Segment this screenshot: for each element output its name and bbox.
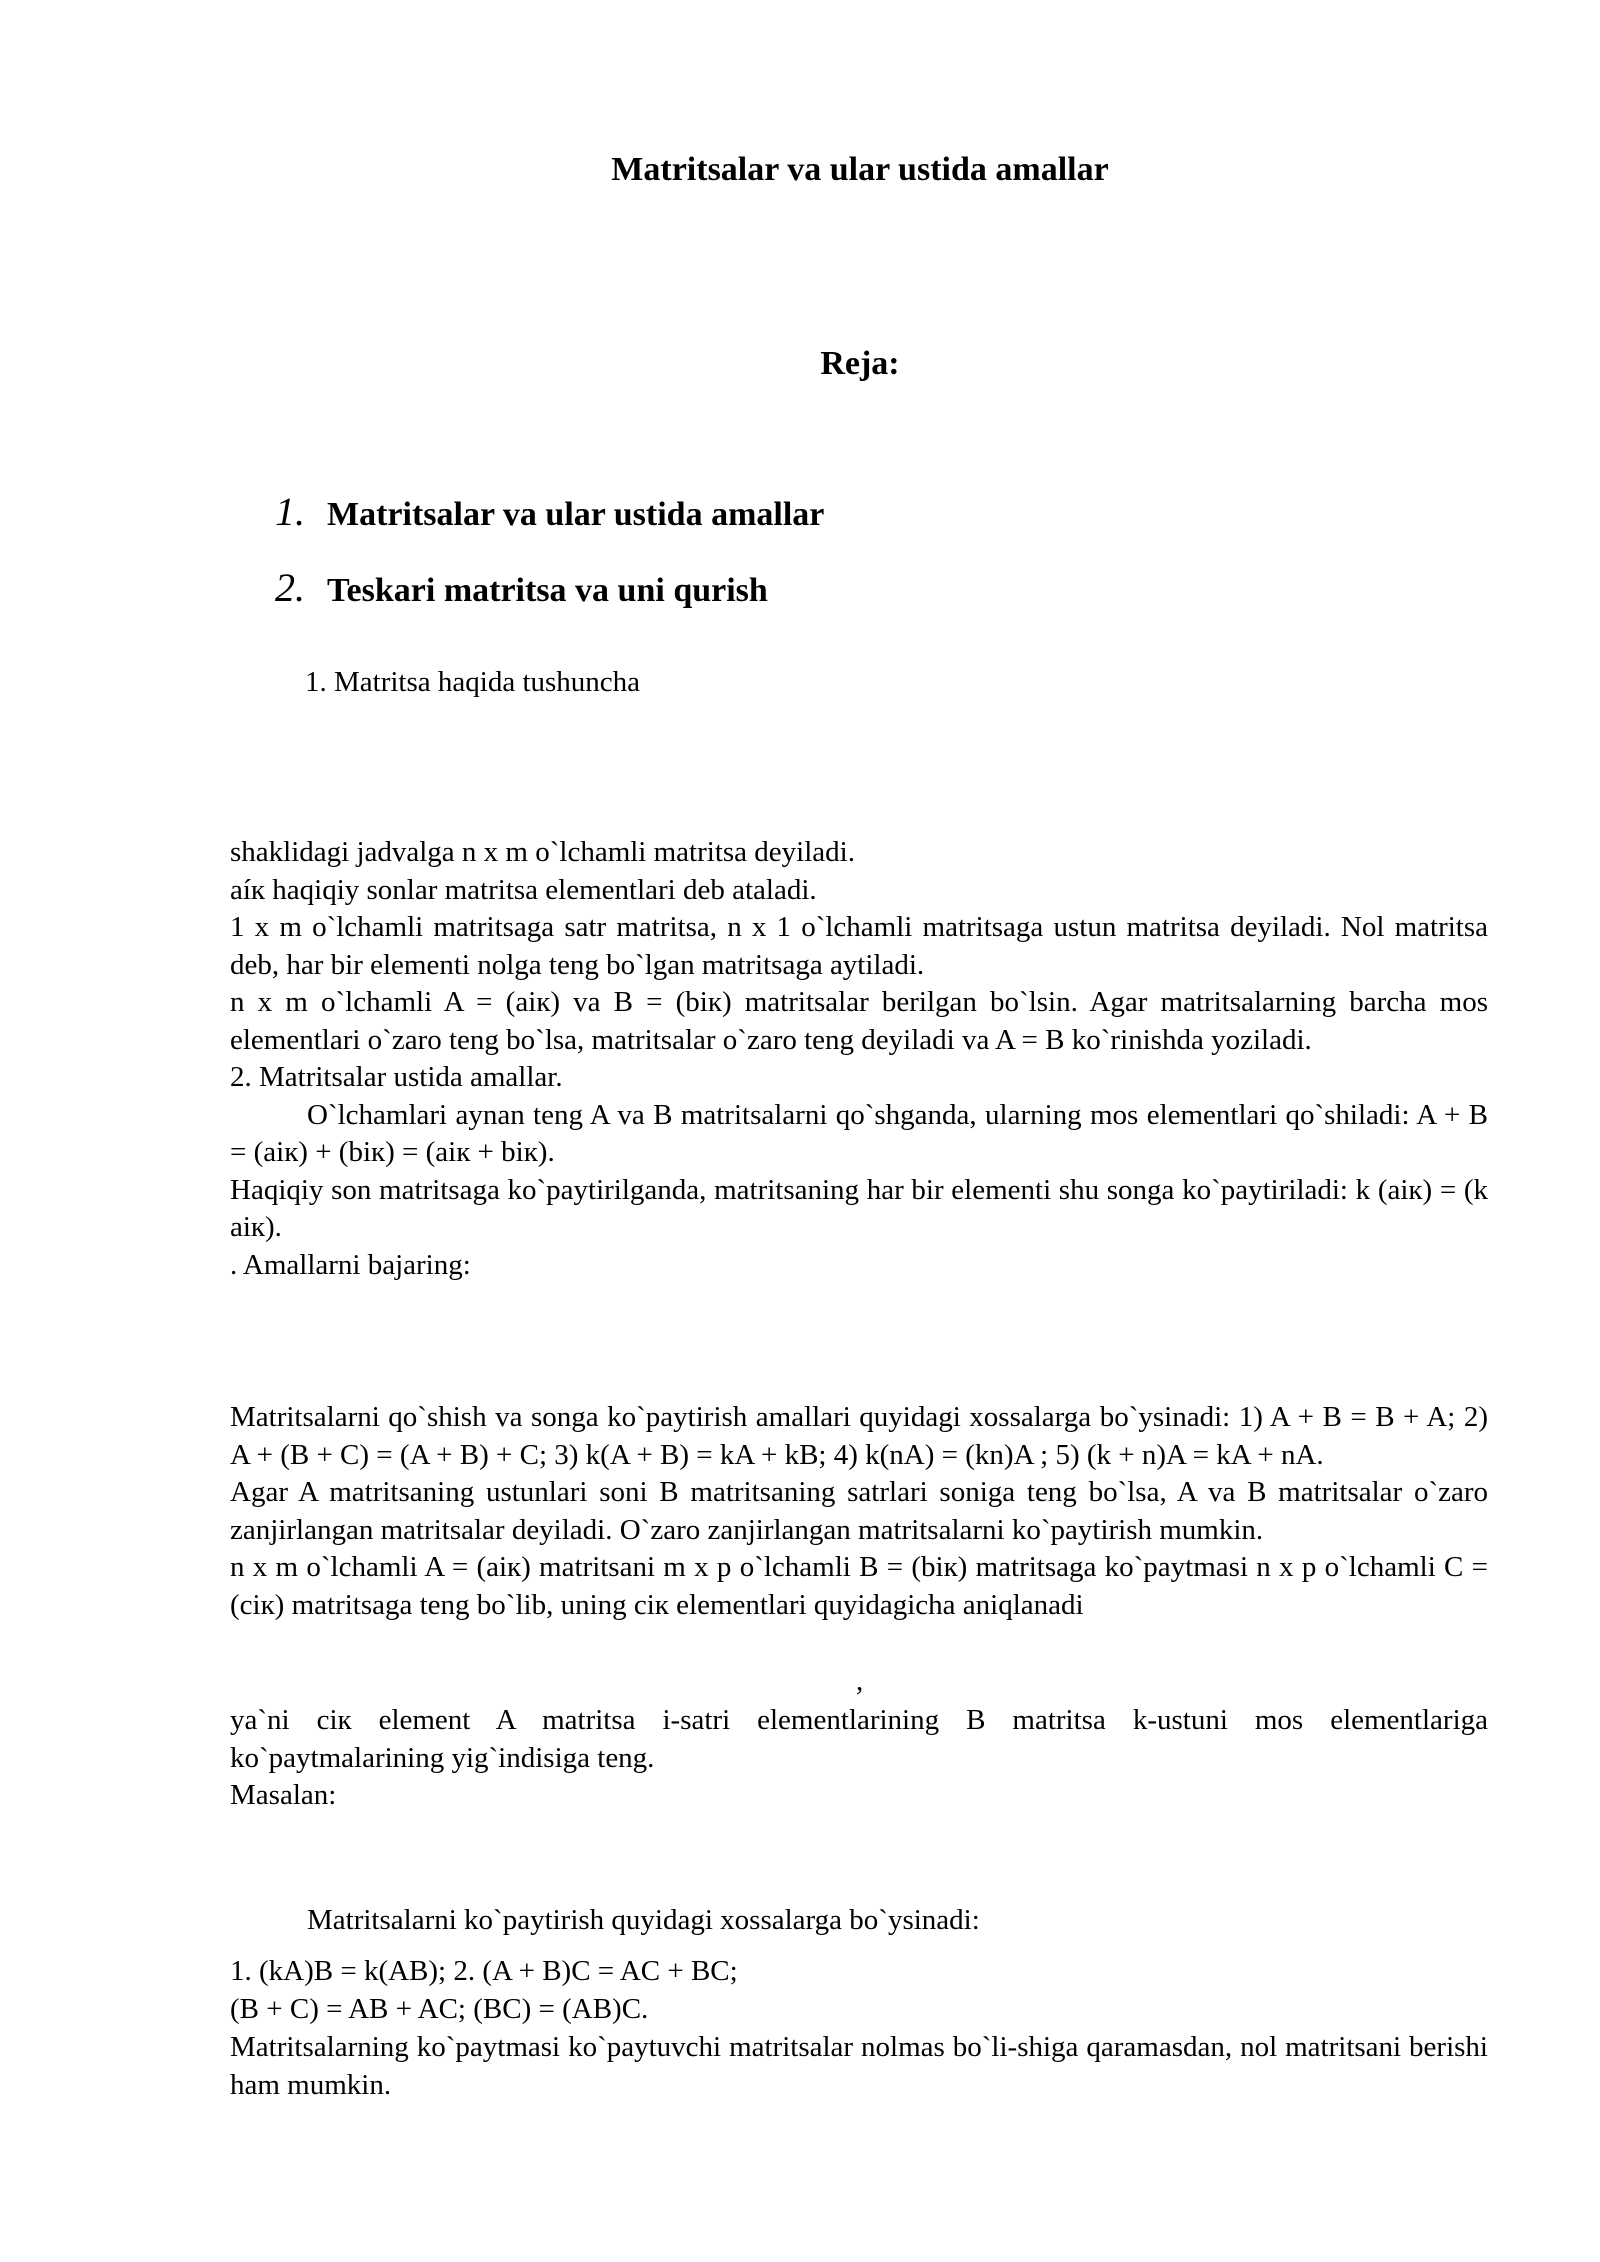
paragraph: n x m o`lchamli A = (aiк) matritsani m x p o`lchamli B = (biк) matritsaga ko`paytmasi n x p o`lchamli C = (ciк) matritsaga teng bo`lib, uning ciк elementlari quyidagicha aniqlanadi (230, 1551, 1488, 1621)
section-subheading: 1. Matritsa haqida tushuncha (305, 666, 641, 698)
plan-item-number: 1. (275, 489, 305, 534)
paragraph: Haqiqiy son matritsaga ko`paytirilganda, matritsaning har bir elementi shu songa ko`paytiriladi: k (aiк) = (k aiк). (230, 1173, 1488, 1243)
paragraph: Agar A matritsaning ustunlari soni B matritsaning satrlari soniga teng bo`lsa, A va B matritsalar o`zaro zanjirlangan matritsalar deyiladi. O`zaro zanjirlangan matritsalarni ko`paytirish mumkin. (230, 1476, 1488, 1546)
body-block-1 (230, 834, 1488, 1284)
plan-item-text: Matritsalar va ular ustida amallar (327, 496, 825, 533)
paragraph: 2. Matritsalar ustida amallar. (230, 1061, 563, 1093)
paragraph: O`lchamlari aynan teng A va B matritsalarni qo`shganda, ularning mos elementlari qo`shiladi: A + B = (aiк) + (biк) = (aiк + biк). (230, 1098, 1488, 1168)
body-block-2 (230, 1399, 1488, 1624)
plan-item (275, 564, 1475, 640)
body-block-5 (230, 1953, 1488, 2028)
paragraph: Matritsalarni qo`shish va songa ko`paytirish amallari quyidagi xossalarga bo`ysinadi: 1) A + B = B + A; 2) A + (B + C) = (A + B) + C; 3) k(A + B) = kA + kB; 4) k(nA) = (kn)A ; 5) (k + n)A = kA + nA. (230, 1401, 1488, 1471)
plan-item (275, 488, 1475, 564)
paragraph: Matritsalarning ko`paytmasi ko`paytuvchi matritsalar nolmas bo`li-shiga qaramasdan, nol matritsani berishi ham mumkin. (230, 2031, 1488, 2101)
plan-item-text: Teskari matritsa va uni qurish (327, 572, 768, 609)
paragraph: shaklidagi jadvalga n x m o`lchamli matritsa deyiladi. (230, 836, 855, 868)
paragraph: . Amallarni bajaring: (230, 1248, 471, 1281)
paragraph: (B + C) = AB + AC; (BC) = (AB)C. (230, 1992, 649, 2025)
paragraph: aíк haqiqiy sonlar matritsa elementlari deb ataladi. (230, 873, 817, 906)
paragraph: Masalan: (230, 1779, 337, 1811)
paragraph: Matritsalarni ko`paytirish quyidagi xossalarga bo`ysinadi: (307, 1904, 980, 1936)
plan-heading: Reja: (820, 345, 900, 382)
plan-list (275, 488, 1475, 640)
body-block-4 (230, 1902, 1488, 1940)
plan-item-number: 2. (275, 565, 305, 610)
body-block-3 (230, 1702, 1488, 1815)
paragraph: ya`ni ciк element A matritsa i-satri elementlarining B matritsa k-ustuni mos elementlariga ko`paytmalarining yig`indisiga teng. (230, 1704, 1488, 1774)
paragraph: n x m o`lchamli A = (aiк) va B = (biк) matritsalar berilgan bo`lsin. Agar matritsalarning barcha mos elementlari o`zaro teng bo`lsa, matritsalar o`zaro teng deyiladi va A = B ko`rinishda yoziladi. (230, 986, 1488, 1056)
paragraph: 1 x m o`lchamli matritsaga satr matritsa, n x 1 o`lchamli matritsaga ustun matritsa deyiladi. Nol matritsa deb, har bir elementi nolga teng bo`lgan matritsaga aytiladi. (230, 911, 1488, 981)
document-title: Matritsalar va ular ustida amallar (611, 151, 1109, 188)
formula-comma: , (856, 1665, 864, 1697)
body-block-6 (230, 2029, 1488, 2104)
paragraph: 1. (kA)B = k(AB); 2. (A + B)C = AC + BC; (230, 1955, 738, 1987)
